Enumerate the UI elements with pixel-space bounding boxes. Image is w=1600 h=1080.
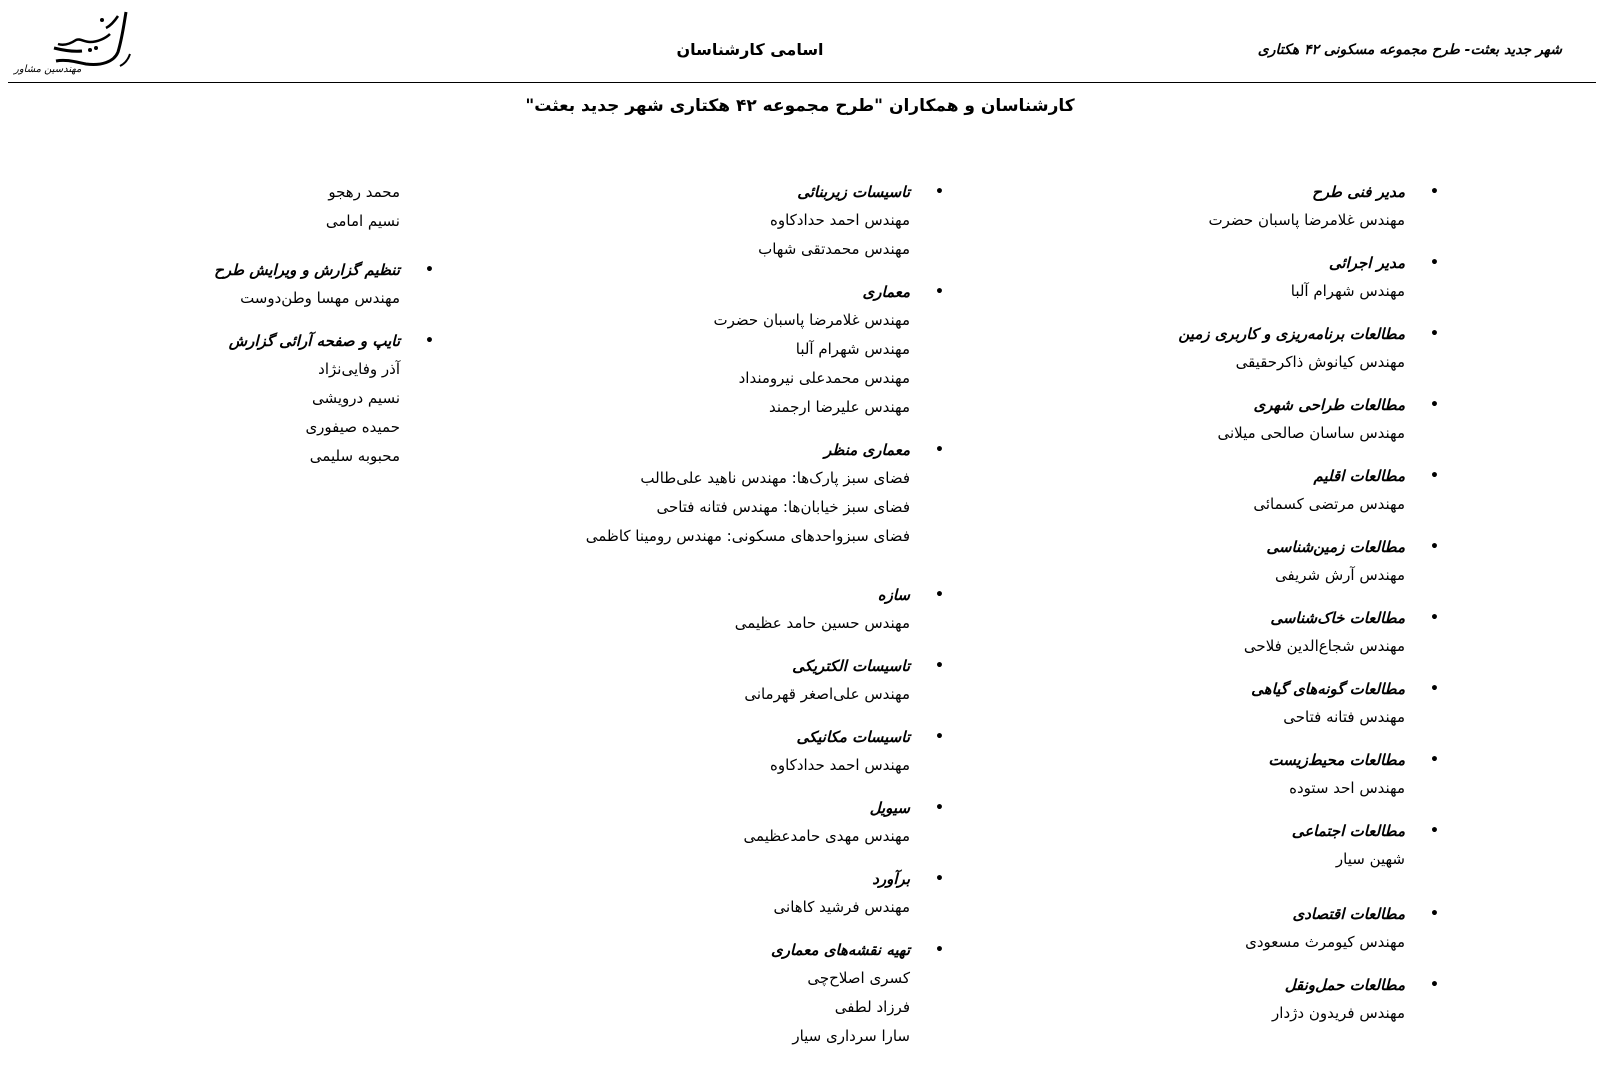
bullet-icon: • xyxy=(935,184,944,200)
bullet-icon: • xyxy=(935,942,944,958)
list-item: شهین سیار xyxy=(1335,850,1405,868)
section xyxy=(975,391,1439,448)
list-item: فضای سبز خیابان‌ها: مهندس فتانه فتاحی xyxy=(656,498,910,516)
header-divider xyxy=(8,82,1596,83)
page-title: اسامی کارشناسان xyxy=(676,40,824,59)
section xyxy=(975,675,1439,732)
bullet-icon: • xyxy=(935,658,944,674)
section-title: مطالعات خاک‌شناسی xyxy=(1270,609,1405,627)
list-item: مهندس حسین حامد عظیمی xyxy=(734,614,910,632)
list-item: مهندس احمد حدادکاوه xyxy=(770,211,910,229)
section-title: مطالعات طراحی شهری xyxy=(1253,396,1405,414)
bullet-icon: • xyxy=(935,442,944,458)
list-item: مهندس شهرام آلبا xyxy=(795,340,910,358)
section xyxy=(480,178,944,264)
bullet-icon: • xyxy=(1430,610,1439,626)
section-title: مدیر اجرائی xyxy=(1328,254,1405,272)
section-title: مطالعات اقتصادی xyxy=(1292,905,1405,923)
section-title: معماری xyxy=(862,283,910,301)
section-title: مطالعات برنامه‌ریزی و کاربری زمین xyxy=(1178,325,1405,343)
section xyxy=(20,327,434,471)
bullet-icon: • xyxy=(1430,681,1439,697)
section xyxy=(975,249,1439,306)
list-item: آذر وفایی‌نژاد xyxy=(318,360,400,378)
bullet-icon: • xyxy=(935,284,944,300)
section-title: مطالعات محیط‌زیست xyxy=(1268,751,1405,769)
list-item: حمیده صیفوری xyxy=(305,418,400,436)
list-item: مهندس علی‌اصغر قهرمانی xyxy=(744,685,910,703)
section xyxy=(975,604,1439,661)
list-item: مهندس شهرام آلبا xyxy=(1290,282,1405,300)
section xyxy=(480,581,944,638)
list-item: مهندس فتانه فتاحی xyxy=(1283,708,1405,726)
continued-list xyxy=(20,178,400,236)
section xyxy=(975,900,1439,957)
bullet-icon: • xyxy=(935,800,944,816)
bullet-icon: • xyxy=(1430,906,1439,922)
bullet-icon: • xyxy=(935,729,944,745)
section xyxy=(480,794,944,851)
bullet-icon: • xyxy=(935,587,944,603)
list-item: مهندس احمد حدادکاوه xyxy=(770,756,910,774)
section xyxy=(480,865,944,922)
section-title: سیویل xyxy=(869,799,910,817)
logo-tagline: مهندسین مشاور xyxy=(14,64,82,75)
list-item: مهندس احد ستوده xyxy=(1289,779,1405,797)
section-title: برآورد xyxy=(872,870,910,888)
bullet-icon: • xyxy=(1430,977,1439,993)
section xyxy=(975,320,1439,377)
bullet-icon: • xyxy=(935,871,944,887)
section-title: معماری منظر xyxy=(824,441,910,459)
bullet-icon: • xyxy=(1430,255,1439,271)
list-item: فضای سبزواحدهای مسکونی: مهندس رومینا کاظمی xyxy=(585,527,910,545)
column-left xyxy=(20,178,434,485)
section-title: سازه xyxy=(877,586,910,604)
bullet-icon: • xyxy=(1430,397,1439,413)
list-item: کسری اصلاح‌چی xyxy=(807,969,910,987)
list-item: مهندس غلامرضا پاسبان حضرت xyxy=(713,311,910,329)
section xyxy=(975,746,1439,803)
list-item: مهندس محمدتقی شهاب xyxy=(758,240,910,258)
list-item: مهندس کیومرث مسعودی xyxy=(1245,933,1405,951)
section-title: مدیر فنی طرح xyxy=(1312,183,1405,201)
document-title: کارشناسان و همکاران "طرح مجموعه ۴۲ هکتاری شهر جدید بعثت" xyxy=(525,96,1075,116)
list-item: مهندس ساسان صالحی میلانی xyxy=(1217,424,1405,442)
section-title: مطالعات زمین‌شناسی xyxy=(1266,538,1405,556)
list-item: مهندس فرشید کاهانی xyxy=(773,898,910,916)
bullet-icon: • xyxy=(1430,823,1439,839)
section xyxy=(480,278,944,422)
bullet-icon: • xyxy=(1430,184,1439,200)
bullet-icon: • xyxy=(1430,468,1439,484)
bullet-icon: • xyxy=(1430,539,1439,555)
section xyxy=(975,817,1439,874)
section xyxy=(480,936,944,1051)
column-middle xyxy=(480,178,944,1065)
list-item: مهندس غلامرضا پاسبان حضرت xyxy=(1208,211,1405,229)
list-item: فرزاد لطفی xyxy=(834,998,910,1016)
list-item: فضای سبز پارک‌ها: مهندس ناهید علی‌طالب xyxy=(640,469,910,487)
section-title: تاسیسات زیربنائی xyxy=(797,183,910,201)
section xyxy=(975,971,1439,1028)
list-item: محبوبه سلیمی xyxy=(309,447,400,465)
company-logo xyxy=(6,4,146,84)
section xyxy=(975,178,1439,235)
list-item: مهندس شجاع‌الدین فلاحی xyxy=(1243,637,1405,655)
list-item: نسیم امامی xyxy=(325,212,400,230)
list-item: مهندس علیرضا ارجمند xyxy=(769,398,910,416)
section xyxy=(480,723,944,780)
section-title: تهیه نقشه‌های معماری xyxy=(770,941,910,959)
bullet-icon: • xyxy=(1430,326,1439,342)
section-title: تاسیسات الکتریکی xyxy=(792,657,910,675)
section-title: مطالعات گونه‌های گیاهی xyxy=(1251,680,1405,698)
section-title: مطالعات حمل‌ونقل xyxy=(1284,976,1405,994)
list-item: مهندس کیانوش ذاکرحقیقی xyxy=(1235,353,1405,371)
bullet-icon: • xyxy=(425,262,434,278)
section-title: تاسیسات مکانیکی xyxy=(796,728,910,746)
list-item: نسیم درویشی xyxy=(311,389,400,407)
section-title: مطالعات اقلیم xyxy=(1313,467,1405,485)
bullet-icon: • xyxy=(425,333,434,349)
document-reference: شهر جدید بعثت- طرح مجموعه مسکونی ۴۲ هکتاری xyxy=(1257,42,1562,58)
section xyxy=(20,256,434,313)
list-item: مهندس فریدون دژدار xyxy=(1272,1004,1405,1022)
list-item: مهندس مرتضی کسمائی xyxy=(1253,495,1405,513)
section-title: مطالعات اجتماعی xyxy=(1291,822,1405,840)
section-title: تایپ و صفحه آرائی گزارش xyxy=(228,332,400,350)
list-item: سارا سرداری سیار xyxy=(792,1027,910,1045)
list-item: مهندس محمدعلی نیرومنداد xyxy=(738,369,910,387)
list-item: محمد رهجو xyxy=(328,183,400,201)
list-item: مهندس مهدی حامدعظیمی xyxy=(743,827,910,845)
bullet-icon: • xyxy=(1430,752,1439,768)
list-item: مهندس مهسا وطن‌دوست xyxy=(240,289,400,307)
section xyxy=(975,533,1439,590)
section xyxy=(975,462,1439,519)
section xyxy=(480,652,944,709)
page-header xyxy=(0,0,1600,86)
column-right xyxy=(975,178,1439,1042)
section xyxy=(480,436,944,551)
list-item: مهندس آرش شریفی xyxy=(1274,566,1405,584)
section-title: تنظیم گزارش و ویرایش طرح xyxy=(214,261,400,279)
